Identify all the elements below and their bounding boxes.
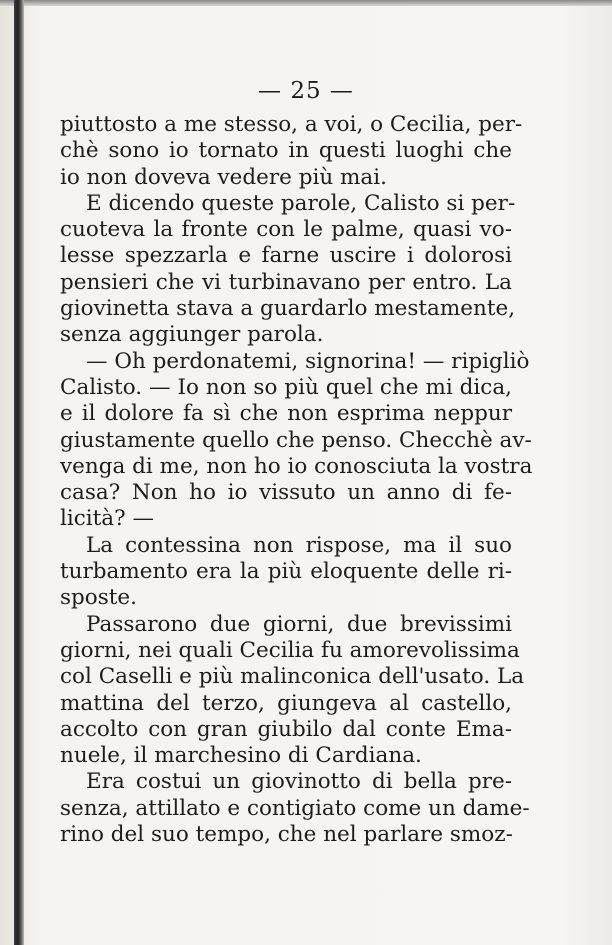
text-line: nuele, il marchesino di Cardiana. (60, 743, 422, 769)
text-line: Calisto. — Io non so più quel che mi dica, (60, 374, 512, 400)
text-line: Passarono due giorni, due brevissimi (86, 611, 512, 637)
book-spine-shadow (14, 0, 24, 945)
page-top-edge (0, 0, 612, 6)
text-line: senza aggiunger parola. (60, 322, 324, 348)
text-line: mattina del terzo, giungeva al castello, (60, 690, 512, 716)
text-line: La contessina non rispose, ma il suo (86, 532, 512, 558)
text-line: chè sono io tornato in questi luoghi che (60, 138, 512, 164)
text-line: senza, attillato e contigiato come un dame- (60, 795, 530, 821)
text-line: e il dolore fa sì che non esprima neppur (60, 401, 512, 427)
text-line: lesse spezzarla e farne uscire i dolorosi (60, 243, 512, 269)
text-line: Era costui un giovinotto di bella pre- (86, 769, 512, 795)
text-line: giorni, nei quali Cecilia fu amorevolissima (60, 637, 520, 663)
text-line: — Oh perdonatemi, signorina! — ripigliò (86, 348, 530, 374)
text-line: col Caselli e più malinconica dell'usato. La (60, 664, 525, 690)
text-line: sposte. (60, 585, 137, 611)
text-line: venga di me, non ho io conosciuta la vostra (60, 453, 533, 479)
text-line: pensieri che vi turbinavano per entro. La (60, 269, 512, 295)
text-line: piuttosto a me stesso, a voi, o Cecilia, per- (60, 112, 523, 137)
text-line: accolto con gran giubilo dal conte Ema- (60, 716, 512, 742)
text-line: giustamente quello che penso. Checchè av- (60, 427, 532, 453)
text-line: cuoteva la fronte con le palme, quasi vo- (60, 217, 512, 243)
text-line: io non doveva vedere più mai. (60, 164, 387, 190)
page-number: — 25 — (258, 78, 354, 104)
text-line: giovinetta stava a guardarlo mestamente, (60, 296, 516, 322)
text-line: rino del suo tempo, che nel parlare smoz- (60, 822, 513, 848)
body-text (60, 112, 533, 848)
text-line: licità? — (60, 506, 154, 532)
text-line: turbamento era la più eloquente delle ri- (60, 559, 512, 585)
text-line: casa? Non ho io vissuto un anno di fe- (60, 480, 512, 506)
text-line: E dicendo queste parole, Calisto si per- (86, 190, 516, 216)
